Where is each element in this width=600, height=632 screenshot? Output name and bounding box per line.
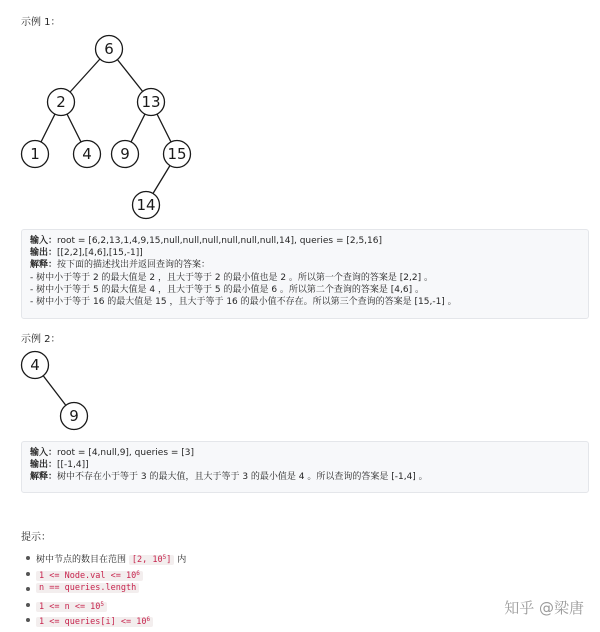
tree-node-label: 15 bbox=[167, 145, 187, 163]
watermark: 知乎 @梁唐 bbox=[504, 599, 584, 617]
hint-item bbox=[36, 612, 186, 628]
hint-code bbox=[129, 555, 174, 565]
hint-code bbox=[36, 571, 143, 581]
hint-text: 内 bbox=[174, 555, 187, 565]
input-value: root = [6,2,13,1,4,9,15,null,null,null,null,null,null,14], queries = [2,5,16] bbox=[57, 236, 382, 246]
hint-code-exponent: 5 bbox=[162, 554, 167, 561]
hint-code-text: 1 <= Node.val <= 10 bbox=[39, 570, 137, 581]
explanation-detail: - 树中小于等于 16 的最大值是 15 ，且大于等于 16 的最小值不存在。所以第三个查询的答案是 [15,-1] 。 bbox=[30, 297, 457, 308]
explanation-text: 树中不存在小于等于 3 的最大值，且大于等于 3 的最小值是 4 。所以查询的答案是 [-1,4] 。 bbox=[57, 472, 428, 483]
hints-list bbox=[36, 550, 186, 628]
bullet-icon bbox=[26, 587, 30, 591]
example-2-io-block bbox=[21, 441, 589, 493]
bullet-icon bbox=[26, 618, 30, 622]
explanation-label: 解释： bbox=[30, 472, 58, 483]
hint-text: 树中节点的数目在范围 bbox=[36, 555, 129, 565]
hint-code bbox=[36, 617, 153, 627]
tree-node-label: 14 bbox=[136, 196, 156, 214]
tree-node-label: 1 bbox=[30, 145, 40, 163]
tree-node-label: 9 bbox=[120, 145, 130, 163]
hint-code: n == queries.length bbox=[36, 583, 139, 593]
output-line bbox=[30, 459, 580, 471]
hint-code-exponent: 6 bbox=[136, 569, 140, 577]
tree-node-label: 2 bbox=[56, 93, 66, 111]
tree-node-label: 4 bbox=[82, 145, 92, 163]
bullet-icon bbox=[26, 603, 30, 607]
example-1-tree-diagram bbox=[0, 0, 600, 225]
hint-code-text: 1 <= n <= 10 bbox=[39, 601, 101, 612]
bullet-icon bbox=[26, 572, 30, 576]
explanation-line bbox=[30, 259, 580, 271]
example-1-heading: 示例 1： bbox=[21, 17, 61, 28]
tree-node-label: 13 bbox=[141, 93, 161, 111]
hint-code-text: [2, 10 bbox=[131, 555, 163, 565]
input-line bbox=[30, 447, 580, 459]
tree-node-label: 4 bbox=[30, 356, 40, 374]
hints-heading: 提示： bbox=[21, 532, 51, 543]
explanation-text: 按下面的描述找出并返回查询的答案： bbox=[57, 260, 211, 271]
output-label: 输出： bbox=[30, 248, 58, 259]
bullet-icon bbox=[26, 556, 30, 560]
hint-item bbox=[36, 566, 186, 582]
output-value: [[2,2],[4,6],[15,-1]] bbox=[57, 248, 143, 259]
explanation-line bbox=[30, 471, 580, 483]
hint-code-text: 1 <= queries[i] <= 10 bbox=[39, 617, 147, 627]
output-label: 输出： bbox=[30, 460, 58, 471]
example-1-io-block bbox=[21, 229, 589, 319]
tree-node-label: 6 bbox=[104, 40, 114, 58]
example-2-heading: 示例 2： bbox=[21, 334, 61, 345]
hint-code-exponent: 5 bbox=[100, 600, 105, 608]
explanation-label: 解释： bbox=[30, 260, 58, 271]
input-line bbox=[30, 235, 580, 247]
input-label: 输入： bbox=[30, 236, 58, 246]
input-value: root = [4,null,9], queries = [3] bbox=[57, 448, 195, 458]
explanation-detail: - 树中小于等于 2 的最大值是 2 ，且大于等于 2 的最小值也是 2 。所以第一个查询的答案是 [2,2] 。 bbox=[30, 272, 433, 283]
hint-item bbox=[36, 550, 186, 566]
output-value: [[-1,4]] bbox=[57, 460, 89, 471]
hint-item bbox=[36, 581, 186, 597]
explanation-detail: - 树中小于等于 5 的最大值是 4 ，且大于等于 5 的最小值是 6 。所以第二个查询的答案是 [4,6] 。 bbox=[30, 284, 424, 295]
hint-code bbox=[36, 602, 107, 612]
hint-code-exponent: 6 bbox=[146, 616, 151, 623]
hint-code-close: ] bbox=[166, 555, 172, 565]
tree-node-label: 9 bbox=[69, 407, 79, 425]
hint-item bbox=[36, 597, 186, 613]
example-2-tree-diagram bbox=[0, 340, 200, 440]
input-label: 输入： bbox=[30, 448, 58, 458]
output-line bbox=[30, 247, 580, 259]
